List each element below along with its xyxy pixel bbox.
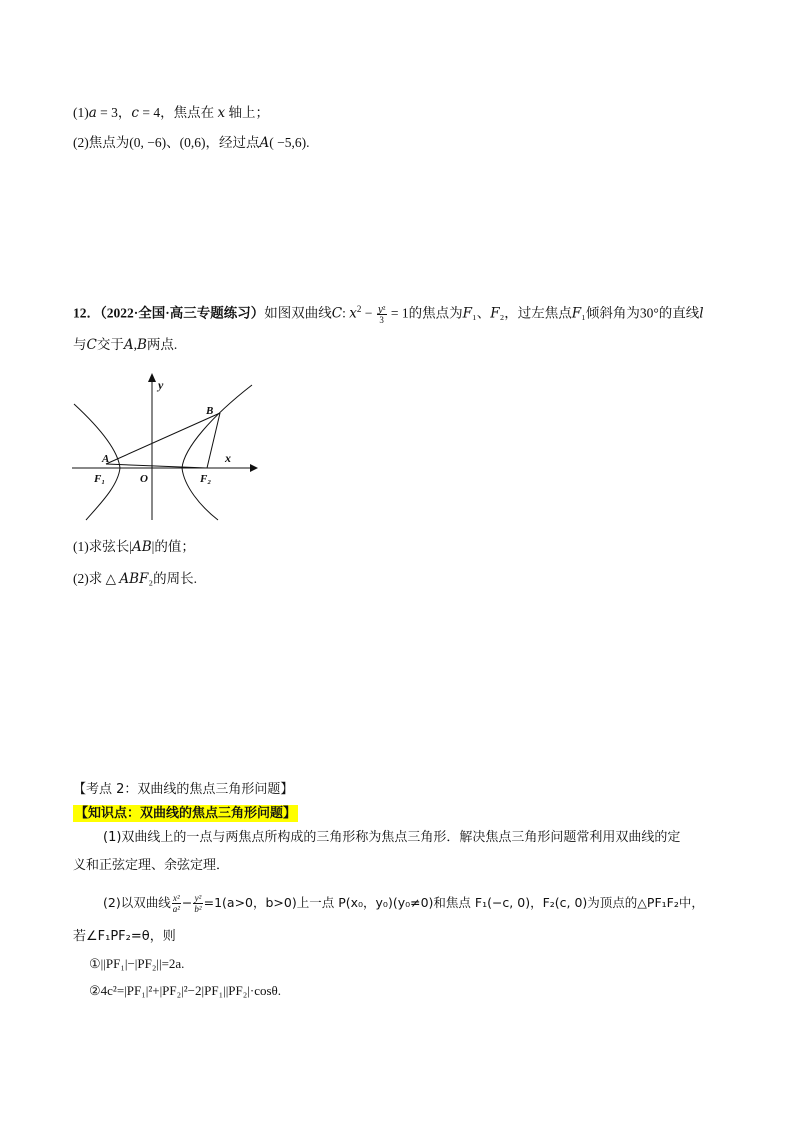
kaodian-heading: 【考点 2：双曲线的焦点三角形问题】	[73, 782, 294, 797]
q12-frac-num: 𝑦²	[377, 303, 386, 314]
y-axis-arrow	[148, 373, 156, 382]
q12-part1: (1)求弦长|𝐴𝐵|的值；	[73, 539, 195, 554]
q12-exponent: 2	[356, 304, 362, 314]
kaodian-p2-minus: −	[181, 895, 193, 910]
label-B: B	[206, 405, 214, 417]
label-F2: F₂	[200, 473, 212, 485]
q12-source: （2022·全国·高三专题练习）	[100, 305, 265, 321]
q12-stem-line2: 与𝐶交于𝐴,𝐵两点.	[73, 337, 178, 352]
knowledge-point-badge	[73, 805, 298, 823]
q12-frac-den: 3	[379, 314, 384, 325]
kaodian-p2-line2: 若∠F₁PF₂=θ，则	[73, 929, 176, 944]
frac-y2-num: y²	[194, 893, 202, 903]
label-O: O	[140, 473, 148, 485]
kaodian-p1-line1: (1)双曲线上的一点与两焦点所构成的三角形称为焦点三角形．解决焦点三角形问题常利用双曲线的定	[103, 830, 681, 845]
hyperbola-figure	[72, 368, 262, 528]
q12-part2: (2)求 △ 𝐴𝐵𝐹₂的周长.	[73, 571, 197, 586]
q12-stem-b: −	[361, 305, 376, 321]
left-branch	[74, 404, 120, 520]
q11-part2: (2)焦点为(0, −6)、(0,6)，经过点𝐴( −5,6).	[73, 135, 310, 150]
kaodian-p2-b: =1(a>0，b>0)上一点 P(x₀，y₀)(y₀≠0)和焦点 F₁(−c, 0)，F₂(c, 0)为顶点的△PF₁F₂中，	[203, 895, 704, 910]
q12-number: 12．	[73, 305, 100, 321]
knowledge-point-label: 【知识点：双曲线的焦点三角形问题】	[75, 806, 297, 821]
frac-b2-den: b²	[194, 904, 202, 914]
frac-x2-a2	[172, 893, 181, 914]
frac-x2-num: x²	[172, 893, 180, 903]
kaodian-p1-line2: 义和正弦定理、余弦定理．	[73, 858, 230, 873]
frac-a2-den: a²	[172, 904, 180, 914]
label-F1: F₁	[94, 473, 106, 485]
label-x: x	[225, 451, 231, 465]
right-branch	[182, 385, 252, 520]
segment-AF2	[106, 464, 207, 468]
chord-AB	[106, 413, 220, 464]
q12-stem-a: 如图双曲线𝐶: 𝑥	[264, 305, 357, 321]
q12-stem-c: = 1的焦点为𝐹₁、𝐹₂，过左焦点𝐹₁倾斜角为30°的直线𝑙	[387, 305, 704, 321]
q12-fraction	[377, 304, 387, 325]
segment-BF2	[207, 413, 220, 468]
label-A: A	[102, 453, 110, 465]
kaodian-item1: ①||PF₁|−|PF₂||=2a.	[89, 956, 185, 971]
q11-part1: (1)𝑎 = 3，𝑐 = 4，焦点在 𝑥 轴上；	[73, 105, 269, 120]
x-axis-arrow	[250, 464, 258, 472]
kaodian-item2: ②4c²=|PF₁|²+|PF₂|²−2|PF₁||PF₂|·cosθ.	[89, 983, 282, 998]
kaodian-p2	[103, 893, 704, 914]
frac-y2-b2	[193, 893, 202, 914]
q12-stem	[73, 300, 704, 325]
kaodian-p2-a: (2)以双曲线	[103, 895, 171, 910]
label-y: y	[158, 378, 164, 392]
